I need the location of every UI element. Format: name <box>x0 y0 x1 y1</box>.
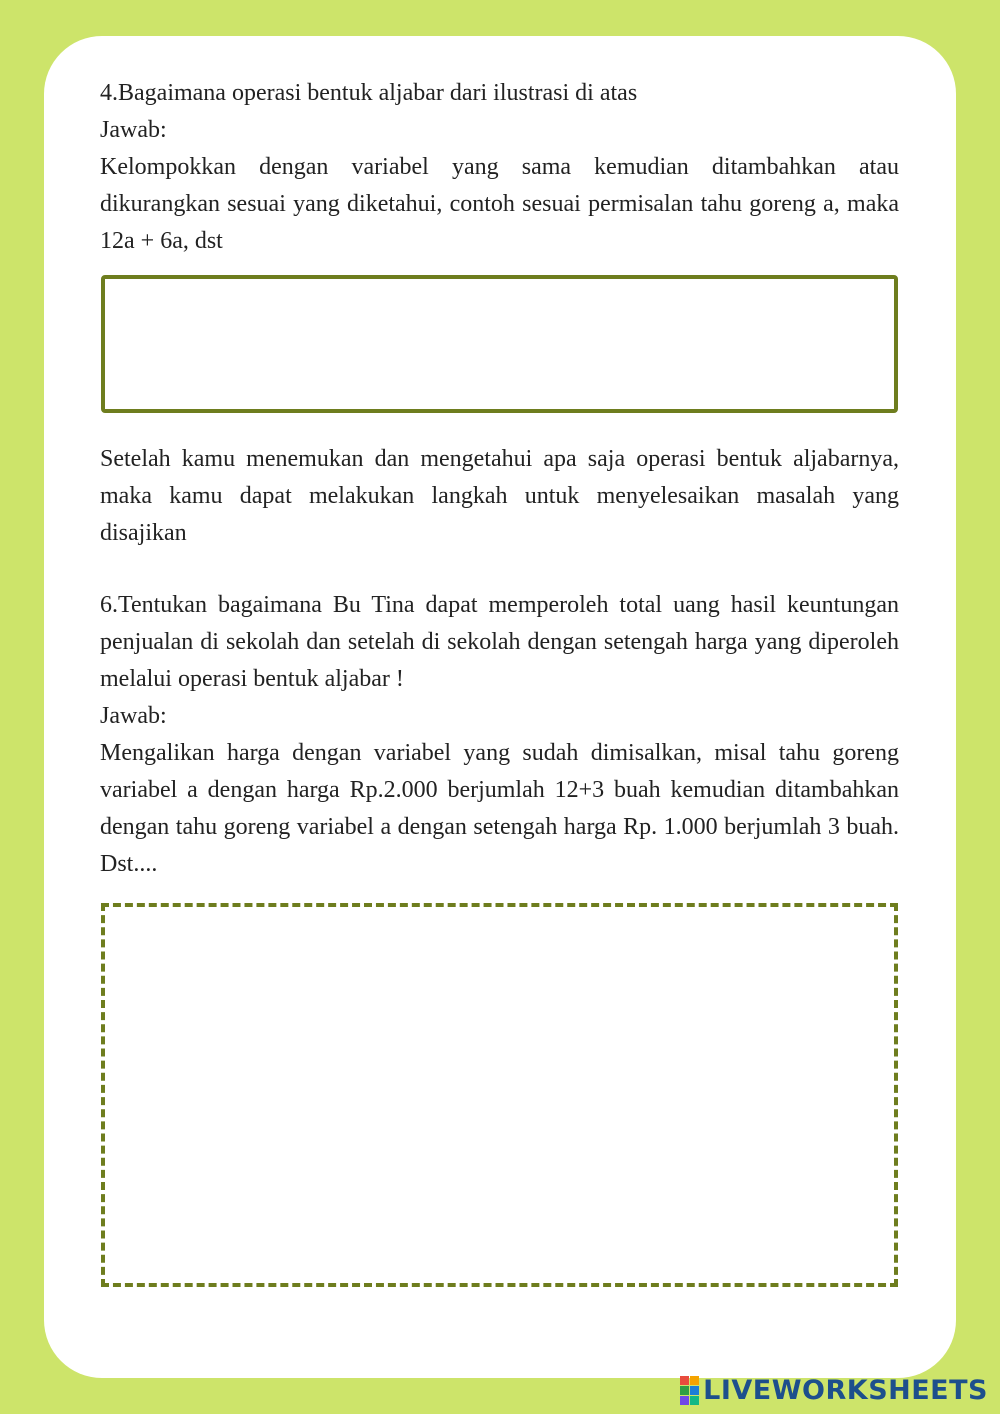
question-6: 6.Tentukan bagaimana Bu Tina dapat memperoleh total uang hasil keuntungan penjualan di sekolah dan setelah di sekolah dengan setengah harga yang diperoleh melalui operasi bentuk aljabar ! <box>100 592 899 692</box>
answer-hint-6: Mengalikan harga dengan variabel yang sudah dimisalkan, misal tahu goreng variabel a dengan harga Rp.2.000 berjumlah 12+3 buah kemudian ditambahkan dengan tahu goreng variabel a dengan setengah harga Rp. 1.000 berjumlah 3 buah. Dst.... <box>100 740 899 877</box>
logo-text: LIVEWORKSHEETS <box>703 1375 988 1406</box>
answer-hint-4: Kelompokkan dengan variabel yang sama kemudian ditambahkan atau dikurangkan sesuai yang diketahui, contoh sesuai permisalan tahu goreng a, maka 12a + 6a, dst <box>100 154 899 254</box>
question-4: 4.Bagaimana operasi bentuk aljabar dari ilustrasi di atas <box>100 80 638 106</box>
answer-box-6[interactable] <box>101 903 898 1287</box>
transition-text: Setelah kamu menemukan dan mengetahui apa saja operasi bentuk aljabarnya, maka kamu dapat melakukan langkah untuk menyelesaikan masalah yang disajikan <box>100 446 899 546</box>
liveworksheets-logo-icon <box>680 1376 699 1405</box>
liveworksheets-logo <box>680 1375 988 1406</box>
transition-paragraph <box>100 441 899 552</box>
answer-label-4: Jawab: <box>100 117 167 143</box>
answer-box-4[interactable] <box>101 275 898 413</box>
answer-input-6[interactable] <box>105 907 894 1283</box>
answer-label-6: Jawab: <box>100 703 167 729</box>
section-6 <box>100 587 899 883</box>
section-4 <box>100 75 899 260</box>
answer-input-4[interactable] <box>105 279 894 409</box>
